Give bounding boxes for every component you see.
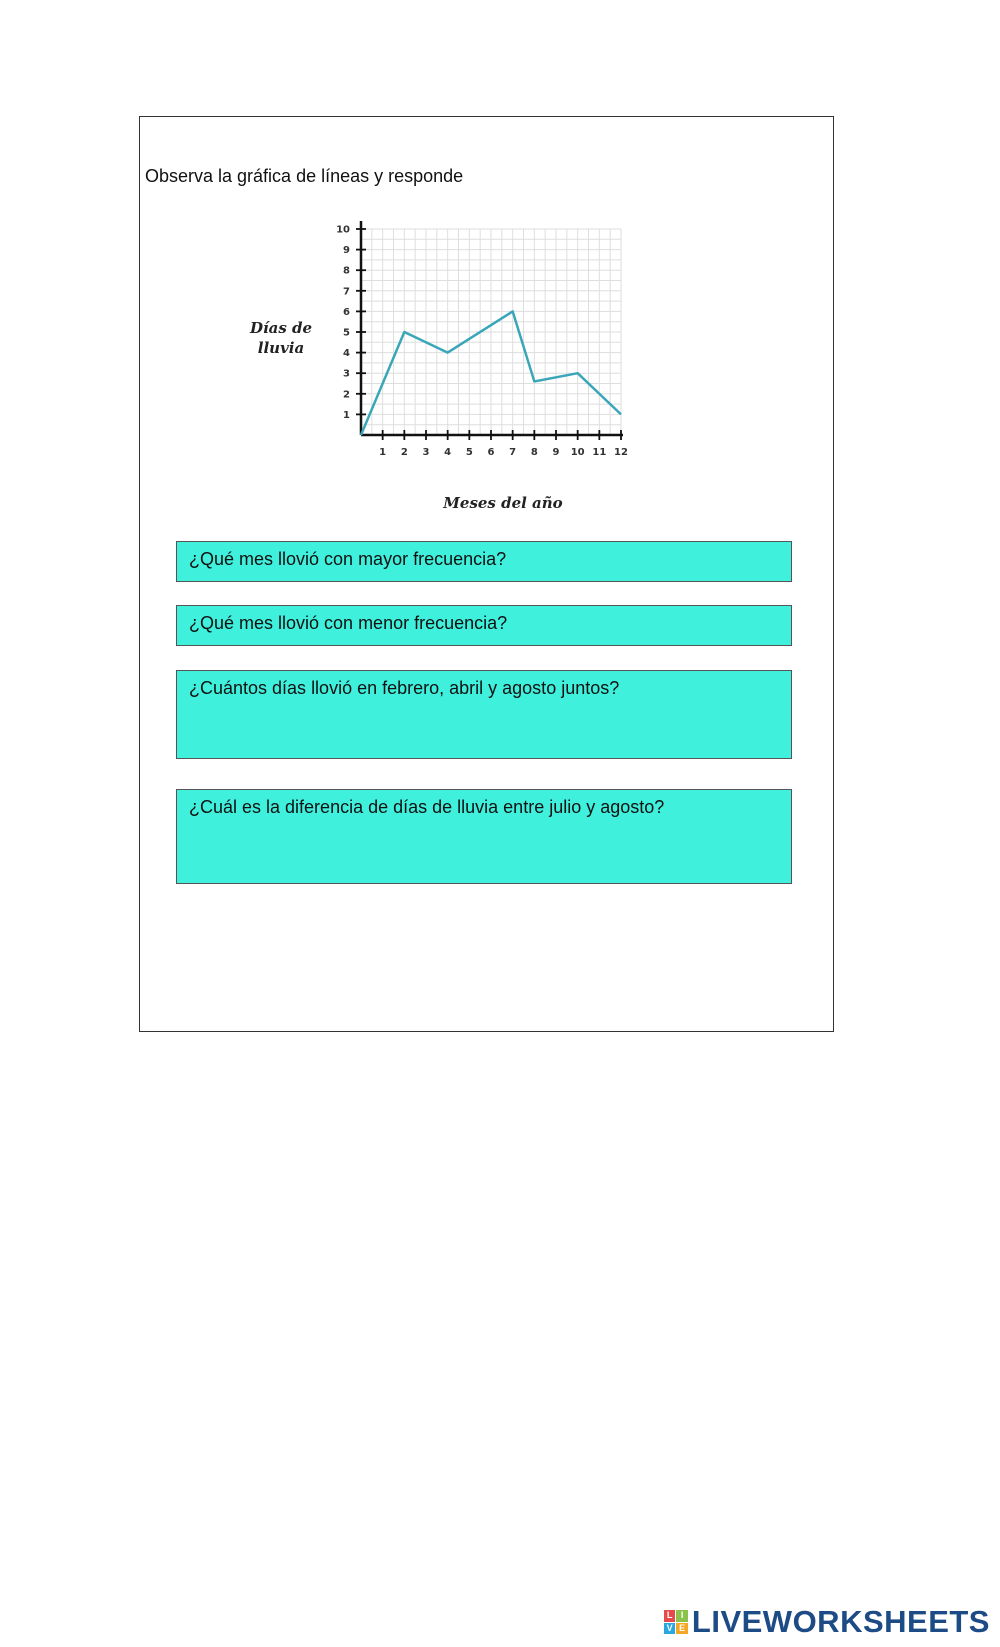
y-tick-label: 6: [343, 306, 350, 318]
x-tick-label: 7: [509, 447, 517, 458]
brand-name: LIVEWORKSHEETS: [691, 1604, 990, 1639]
question-text-4: ¿Cuál es la diferencia de días de lluvia entre julio y agosto?: [189, 797, 665, 817]
y-tick-label: 5: [343, 327, 350, 339]
x-tick-label: 9: [552, 447, 560, 458]
question-text-1: ¿Qué mes llovió con mayor frecuencia?: [189, 549, 507, 569]
x-tick-label: 3: [422, 447, 430, 458]
y-tick-label: 2: [343, 389, 350, 401]
question-text-3: ¿Cuántos días llovió en febrero, abril y agosto juntos?: [189, 678, 620, 698]
y-tick-label: 3: [343, 368, 350, 380]
liveworksheets-logo-icon: L I V E: [664, 1610, 688, 1634]
chart-ylabel-line-1: Días de: [249, 319, 313, 337]
chart-grid: [361, 229, 621, 435]
chart-axes: [361, 221, 623, 435]
y-tick-label: 10: [336, 224, 350, 236]
x-tick-label: 6: [487, 447, 495, 458]
question-box-2[interactable]: [176, 605, 792, 646]
liveworksheets-brand: [664, 1604, 990, 1640]
question-box-1[interactable]: [176, 541, 792, 582]
x-tick-label: 2: [400, 447, 408, 458]
x-tick-label: 4: [444, 447, 452, 458]
line-chart: [235, 220, 675, 515]
y-tick-label: 1: [343, 409, 350, 421]
y-tick-label: 7: [343, 286, 350, 298]
y-tick-label: 9: [343, 245, 350, 257]
question-box-3[interactable]: [176, 670, 792, 759]
x-tick-label: 10: [570, 447, 585, 458]
question-text-2: ¿Qué mes llovió con menor frecuencia?: [189, 613, 508, 633]
chart-xlabel: Meses del año: [443, 494, 563, 512]
x-tick-label: 11: [592, 447, 607, 458]
x-tick-label: 8: [530, 447, 538, 458]
x-tick-label: 1: [379, 447, 387, 458]
chart-ylabel-line-2: lluvia: [257, 339, 305, 357]
y-tick-label: 8: [343, 265, 350, 277]
question-box-4[interactable]: [176, 789, 792, 884]
x-tick-label: 12: [614, 447, 628, 458]
y-tick-label: 4: [343, 348, 350, 360]
x-tick-label: 5: [465, 447, 473, 458]
instruction-text: Observa la gráfica de líneas y responde: [145, 166, 464, 186]
